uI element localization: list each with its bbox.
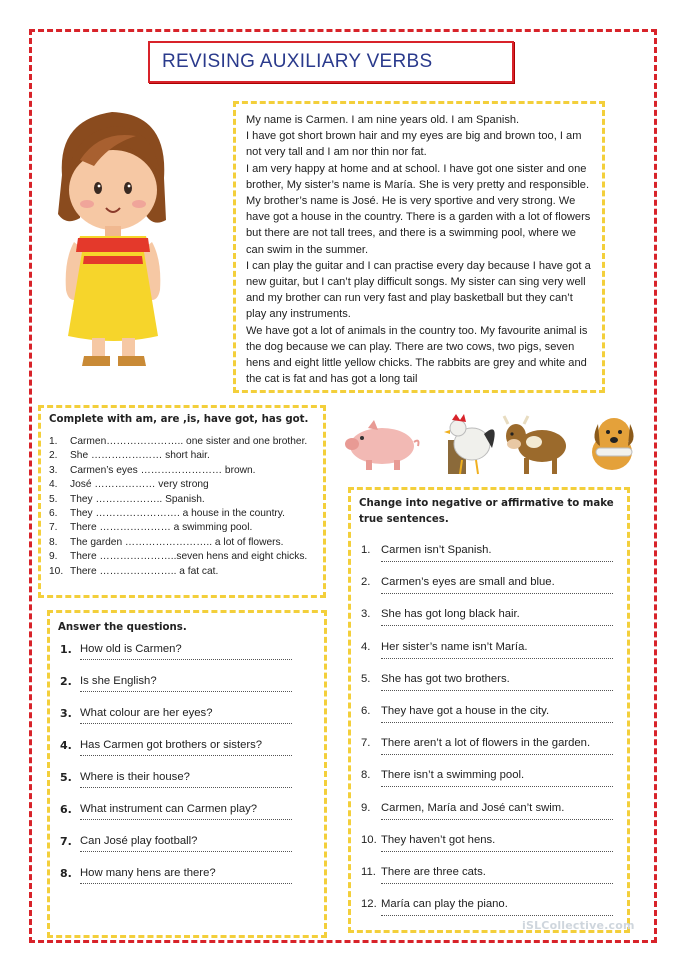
- answer-line[interactable]: [381, 658, 613, 659]
- complete-exercise-list: [49, 435, 323, 579]
- list-item: 7. There aren’t a lot of flowers in the garden.: [359, 737, 627, 769]
- answer-line[interactable]: [381, 851, 613, 852]
- answer-line[interactable]: [80, 819, 292, 820]
- list-item: 4. Has Carmen got brothers or sisters?: [58, 739, 324, 771]
- dog-icon: [592, 418, 634, 470]
- story-paragraph: My name is Carmen. I am nine years old. I am Spanish.: [246, 114, 520, 126]
- list-item: 9. There …………………..seven hens and eight chicks.: [49, 551, 308, 563]
- answer-line[interactable]: [381, 786, 613, 787]
- answer-questions-title: Answer the questions.: [58, 622, 187, 633]
- watermark: iSLCollective.com: [522, 919, 635, 932]
- answer-line[interactable]: [381, 754, 613, 755]
- list-item: 1. Carmen isn’t Spanish.: [359, 544, 627, 576]
- list-item: 6. They have got a house in the city.: [359, 705, 627, 737]
- answer-line[interactable]: [381, 625, 613, 626]
- list-item: 12. María can play the piano.: [359, 898, 627, 930]
- rooster-icon: [444, 414, 495, 474]
- list-item: 1. How old is Carmen?: [58, 643, 324, 675]
- answer-line[interactable]: [381, 690, 613, 691]
- answer-line[interactable]: [381, 722, 613, 723]
- complete-exercise-box: [38, 405, 326, 598]
- list-item: 8. There isn’t a swimming pool.: [359, 769, 627, 801]
- list-item: 8. How many hens are there?: [58, 867, 324, 899]
- answer-line[interactable]: [381, 883, 613, 884]
- change-exercise-title: Change into negative or affirmative to make true sentences.: [359, 498, 614, 525]
- list-item: 5. She has got two brothers.: [359, 673, 627, 705]
- answer-questions-box: [47, 610, 327, 938]
- answer-line[interactable]: [381, 819, 613, 820]
- list-item: 8. The garden …………………….. a lot of flowers.: [49, 536, 284, 548]
- list-item: 7. There ………………… a swimming pool.: [49, 522, 253, 534]
- pig-icon: [345, 420, 419, 470]
- list-item: 11. There are three cats.: [359, 866, 627, 898]
- change-exercise-list: [359, 544, 627, 930]
- story-text-box: [233, 101, 605, 393]
- list-item: 7. Can José play football?: [58, 835, 324, 867]
- animals-illustration: [344, 410, 644, 482]
- list-item: 3. What colour are her eyes?: [58, 707, 324, 739]
- complete-exercise-title: Complete with am, are ,is, have got, has got.: [49, 414, 309, 425]
- answer-line[interactable]: [80, 851, 292, 852]
- list-item: 2. She ………………… short hair.: [49, 450, 210, 462]
- title-box: [148, 41, 514, 83]
- change-exercise-box: [348, 487, 630, 933]
- list-item: 10. They haven’t got hens.: [359, 834, 627, 866]
- girl-illustration: [40, 100, 190, 370]
- answer-line[interactable]: [80, 755, 292, 756]
- page-title: REVISING AUXILIARY VERBS: [162, 51, 433, 72]
- answer-line[interactable]: [381, 915, 613, 916]
- list-item: 4. Her sister’s name isn’t María.: [359, 641, 627, 673]
- story-paragraph: I have got short brown hair and my eyes are big and brown too, I am not very tall and I am nor thin nor fat.: [246, 130, 582, 159]
- story-paragraph: I can play the guitar and I can practise every day because I have got a new guitar, but I can’t play difficult songs. My sister can sing very well and my brother can run very fast and play basketball but they can’t play any instruments.: [246, 259, 591, 321]
- list-item: 6. They ……………………. a house in the country.: [49, 507, 285, 519]
- answer-line[interactable]: [80, 723, 292, 724]
- answer-line[interactable]: [381, 561, 613, 562]
- list-item: 5. They ……………….. Spanish.: [49, 493, 205, 505]
- answer-line[interactable]: [80, 787, 292, 788]
- answer-line[interactable]: [381, 593, 613, 594]
- list-item: 10. There ………………….. a fat cat.: [49, 565, 219, 577]
- list-item: 3. Carmen’s eyes …………………… brown.: [49, 464, 256, 476]
- list-item: 6. What instrument can Carmen play?: [58, 803, 324, 835]
- list-item: 2. Carmen’s eyes are small and blue.: [359, 576, 627, 608]
- list-item: 5. Where is their house?: [58, 771, 324, 803]
- list-item: 9. Carmen, María and José can’t swim.: [359, 802, 627, 834]
- list-item: 1. Carmen………………….. one sister and one brother.: [49, 436, 308, 447]
- story-paragraph: I am very happy at home and at school. I have got one sister and one brother, My sister’s name is María. She is very pretty and responsible. My brother’s name is José. He is very sportive and very strong. We have got a house in the country. There is a garden with a lot of flowers but there are not tall trees, and there is a swimming pool, where we can swim in the summer.: [246, 162, 591, 256]
- list-item: 4. José ……………… very strong: [49, 479, 209, 491]
- answer-questions-list: [58, 643, 324, 899]
- story-paragraph: We have got a lot of animals in the country too. My favourite animal is the dog because we can play. There are two cows, two pigs, seven hens and eight little yellow chicks. The rabbits are grey and white and the cat is fat and has got a long tail: [246, 324, 588, 386]
- answer-line[interactable]: [80, 659, 292, 660]
- list-item: 3. She has got long black hair.: [359, 608, 627, 640]
- cow-icon: [504, 416, 566, 474]
- list-item: 2. Is she English?: [58, 675, 324, 707]
- answer-line[interactable]: [80, 691, 292, 692]
- answer-line[interactable]: [80, 883, 292, 884]
